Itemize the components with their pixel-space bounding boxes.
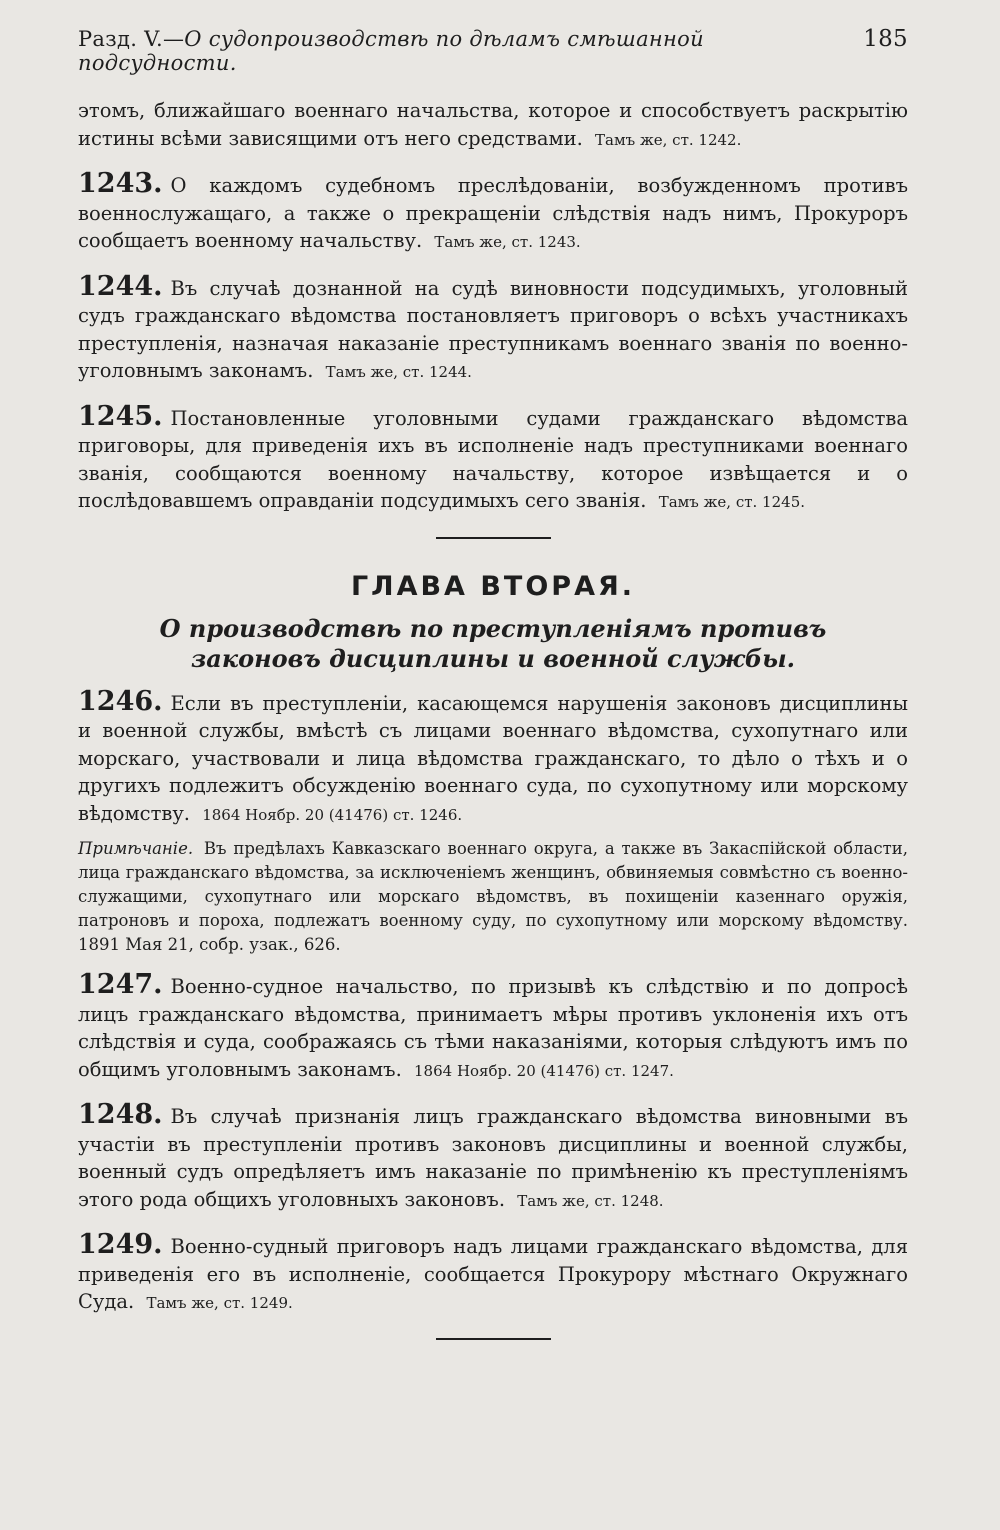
- running-head: [78, 26, 908, 75]
- article-number: 1243.: [78, 168, 163, 199]
- article-text: О каждомъ судебномъ преслѣдованіи, возбужденномъ противъ военнослужащаго, а также о прекращеніи слѣдствія надъ нимъ, Прокуроръ сообщаетъ военному начальству.: [78, 174, 908, 252]
- citation: Тамъ же, ст. 1242.: [595, 130, 742, 149]
- section-divider: [436, 537, 551, 539]
- article-number: 1245.: [78, 400, 163, 432]
- note-text: Въ предѣлахъ Кавказскаго военнаго округа, а также въ Закаспійской области, лица гражданскаго вѣдомства, за исключеніемъ женщинъ, обвиняемыя совмѣстно съ военно-служащими, сухопутнаго или морскаго вѣдомствъ, въ похищеніи казеннаго оружія, патроновъ и пороха, подлежатъ военному суду, по сухопутному или морскому вѣдомству.: [78, 839, 908, 930]
- note-label: Примѣчаніе.: [78, 839, 194, 858]
- article-1245: [78, 400, 908, 517]
- article-number: 1244.: [78, 270, 163, 302]
- running-head-text: [78, 27, 863, 75]
- page-number: 185: [863, 26, 908, 52]
- article-text: Постановленные уголовными судами гражданскаго вѣдомства приговоры, для приведенія ихъ въ исполненіе надъ преступниками военнаго званія, сообщаются военному начальству, которое извѣщается и о послѣдовавшемъ оправданіи подсудимыхъ сего званія.: [78, 406, 908, 512]
- citation: Тамъ же, ст. 1245.: [658, 493, 806, 511]
- note-citation: 1891 Мая 21, собр. узак., 626.: [78, 935, 341, 954]
- article-1247: [78, 971, 908, 1085]
- citation: Тамъ же, ст. 1244.: [325, 363, 472, 381]
- article-number: 1246.: [78, 685, 163, 717]
- article-text: Военно-судное начальство, по призывѣ къ слѣдствію и по допросѣ лицъ гражданскаго вѣдомства, принимаетъ мѣры противъ уклоненія ихъ отъ слѣдствія и суда, соображаясь съ тѣми наказаніями, которыя слѣдуютъ имъ по общимъ уголовнымъ законамъ.: [78, 975, 908, 1081]
- article-1246: [78, 685, 908, 830]
- article-1244: [78, 270, 908, 387]
- citation: Тамъ же, ст. 1248.: [517, 1191, 664, 1210]
- end-divider: [436, 1338, 551, 1340]
- note: [78, 837, 908, 957]
- chapter-subtitle: О производствѣ по преступленіямъ противъ законовъ дисциплины и военной службы.: [159, 613, 827, 673]
- article-1249: [78, 1231, 908, 1318]
- section-label: Разд. V.—: [78, 27, 185, 51]
- continuation-paragraph: [78, 97, 908, 154]
- chapter-heading: ГЛАВА ВТОРАЯ.: [350, 570, 636, 602]
- article-number: 1248.: [78, 1099, 163, 1130]
- citation: Тамъ же, ст. 1243.: [434, 233, 581, 251]
- continuation-text: этомъ, ближайшаго военнаго начальства, которое и способствуетъ раскрытію истины всѣми зависящими отъ него средствами.: [78, 99, 908, 150]
- article-text: Въ случаѣ признанія лицъ гражданскаго вѣдомства виновными въ участіи въ преступленіи противъ законовъ дисциплины и военной службы, военный судъ опредѣляетъ имъ наказаніе по примѣненію къ преступленіямъ этого рода общихъ уголовныхъ законовъ.: [78, 1105, 908, 1211]
- article-number: 1249.: [78, 1229, 163, 1260]
- section-title: О судопроизводствѣ по дѣламъ смѣшанной подсудности.: [78, 27, 704, 75]
- article-text: Если въ преступленіи, касающемся нарушенія законовъ дисциплины и военной службы, вмѣстѣ съ лицами военнаго вѣдомства, сухопутнаго или морскаго, участвовали и лица вѣдомства гражданскаго, то дѣло о тѣхъ и о другихъ подлежитъ обсужденію военнаго суда, по сухопутному или морскому вѣдомству.: [78, 691, 908, 825]
- article-text: Въ случаѣ дознанной на судѣ виновности подсудимыхъ, уголовный судъ гражданскаго вѣдомства постановляетъ приговоръ о всѣхъ участникахъ преступленія, назначая наказаніе преступникамъ военнаго званія по военно-уголовнымъ законамъ.: [78, 276, 908, 382]
- article-text: Военно-судный приговоръ надъ лицами гражданскаго вѣдомства, для приведенія его въ исполненіе, сообщается Прокурору мѣстнаго Окружнаго Суда.: [78, 1235, 908, 1313]
- article-1248: [78, 1101, 908, 1215]
- citation: Тамъ же, ст. 1249.: [146, 1294, 293, 1312]
- article-1243: [78, 170, 908, 257]
- citation: 1864 Ноябр. 20 (41476) ст. 1247.: [414, 1061, 674, 1080]
- citation: 1864 Ноябр. 20 (41476) ст. 1246.: [202, 805, 463, 824]
- article-number: 1247.: [78, 969, 163, 1000]
